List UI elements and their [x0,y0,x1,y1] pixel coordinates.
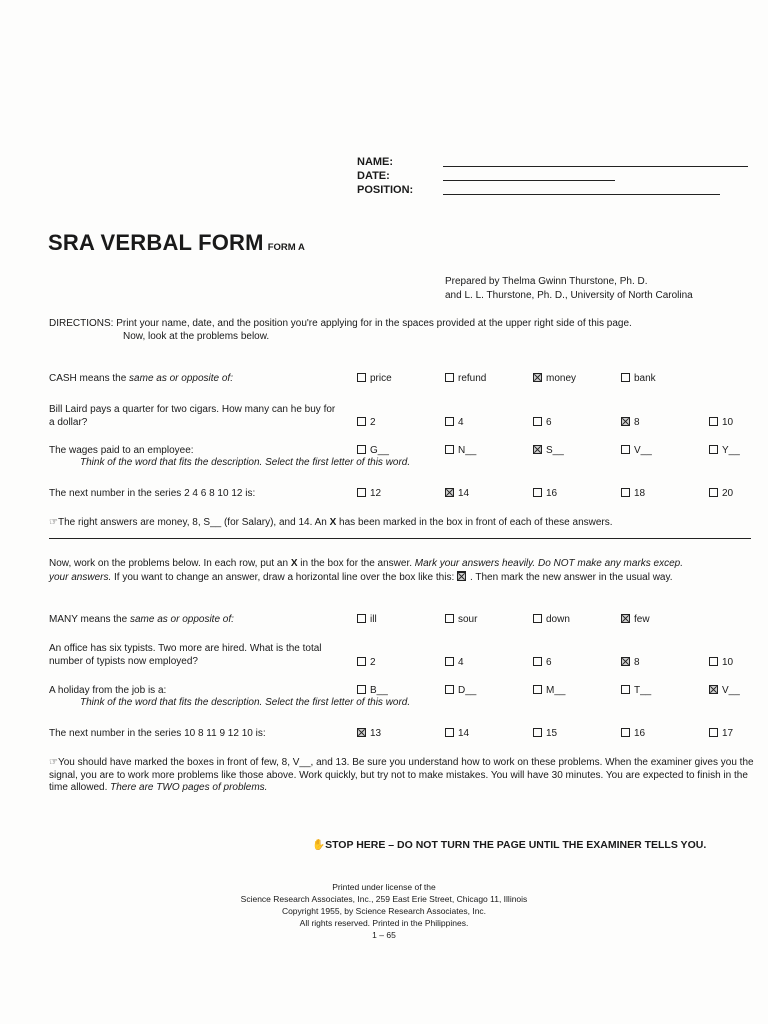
checkbox-icon[interactable] [709,488,718,497]
answer-option[interactable] [445,613,477,626]
checkbox-icon[interactable] [445,445,454,454]
name-label: NAME: [357,156,394,168]
answer-option-label: down [546,614,570,625]
checkbox-icon[interactable] [445,685,454,694]
checkbox-icon[interactable] [709,417,718,426]
answer-option-label: 10 [722,417,734,428]
answer-option[interactable] [621,727,645,740]
checked-checkbox-icon[interactable] [445,488,454,497]
question-text: An office has six typists. Two more are hired. What is the total number of typists now employed? [49,643,322,667]
answer-option-label: 14 [458,728,470,739]
checked-checkbox-icon[interactable] [709,685,718,694]
answer-option[interactable] [445,727,469,740]
answer-option[interactable] [621,372,656,385]
answer-option-label: 2 [370,417,376,428]
checkbox-icon[interactable] [621,373,630,382]
answer-option[interactable] [445,416,464,429]
answer-option[interactable] [709,727,733,740]
checkbox-icon[interactable] [357,373,366,382]
answer-note-text: The right answers are money, 8, S__ (for Salary), and 14. An [57,517,330,528]
answer-option[interactable] [533,487,557,500]
checkbox-icon[interactable] [709,728,718,737]
answer-option[interactable] [621,656,640,669]
answer-option-label: few [634,614,650,625]
answer-option-label: Y__ [722,445,740,456]
answer-option[interactable] [533,727,557,740]
footer-page-number: 1 – 65 [372,930,396,940]
answer-option[interactable] [445,684,476,697]
checkbox-icon[interactable] [445,657,454,666]
section-divider [49,538,751,539]
question-text: The next number in the series 2 4 6 8 10 12 is: [49,488,256,499]
stop-instruction [312,838,706,851]
footer-license: Printed under license of the [332,882,436,892]
checked-checkbox-icon[interactable] [621,657,630,666]
checkbox-icon[interactable] [709,445,718,454]
answer-option[interactable] [445,487,469,500]
checkbox-icon[interactable] [445,614,454,623]
work-instructions-line2: your answers. If you want to change an answer, draw a horizontal line over the box like this: . Then mark the new answer in the usual way. [49,571,673,583]
answer-option[interactable] [709,656,733,669]
answer-option[interactable] [357,487,381,500]
checkbox-icon[interactable] [709,657,718,666]
answer-option-label: refund [458,373,487,384]
answer-option-label: ill [370,614,377,625]
answer-option[interactable] [357,727,381,740]
checkbox-icon[interactable] [533,728,542,737]
answer-option-label: 15 [546,728,558,739]
answer-option[interactable] [709,444,740,457]
checkbox-icon[interactable] [357,685,366,694]
answer-option[interactable] [357,372,392,385]
answer-option[interactable] [357,656,376,669]
answer-option-label: 13 [370,728,382,739]
answer-option-label: V__ [634,445,652,456]
directions-line1: DIRECTIONS: Print your name, date, and the position you're applying for in the spaces provided at the upper right side of this page. [49,318,632,329]
closing-note-text: You should have marked the boxes in front of few, 8, V__, and 13. Be sure you understand how to work on these problems. When the examiner gives you the signal, you are to work more problems like those above. Work quickly, but try not to make mistakes. You will have 30 minutes. You are expected to finish in the time allowed. [49,757,754,793]
stop-hand-icon: ✋ [312,839,326,851]
footer-copyright: Copyright 1955, by Science Research Associates, Inc. [281,906,487,916]
question-text: CASH means the same as or opposite of: [49,373,233,384]
prepared-by-line1: Prepared by Thelma Gwinn Thurstone, Ph. D. [445,276,648,287]
answer-option[interactable] [621,416,640,429]
closing-note-italic: There are TWO pages of problems. [110,782,268,793]
answer-option-label: price [370,373,392,384]
question-text: A holiday from the job is a: [49,685,167,696]
stop-text: STOP HERE – DO NOT TURN THE PAGE UNTIL THE EXAMINER TELLS YOU. [325,839,707,851]
answer-option[interactable] [357,444,389,457]
footer-rights: All rights reserved. Printed in the Philippines. [299,918,469,928]
checked-checkbox-icon[interactable] [533,373,542,382]
title-form-label: FORM A [267,242,305,253]
answer-option[interactable] [357,416,376,429]
answer-option-label: 4 [458,657,464,668]
date-label: DATE: [357,170,390,182]
checkbox-icon[interactable] [621,728,630,737]
answer-option[interactable] [533,613,570,626]
answer-option-label: 20 [722,488,734,499]
question-hint: Think of the word that fits the description. Select the first letter of this word. [80,457,411,468]
answer-option-label: 10 [722,657,734,668]
answer-option[interactable] [357,613,377,626]
answer-option[interactable] [533,444,564,457]
work-instructions-line1: Now, work on the problems below. In each row, put an X in the box for the answer. Mark your answers heavily. Do NOT make any marks excep. [49,558,684,569]
answer-option-label: D__ [458,685,477,696]
answer-option-label: 6 [546,417,552,428]
answer-option-label: 8 [634,417,640,428]
answer-note-text-end: has been marked in the box in front of each of these answers. [336,517,613,528]
question-text: Bill Laird pays a quarter for two cigars. How many can he buy for a dollar? [49,404,336,428]
answer-option-label: 2 [370,657,376,668]
position-label: POSITION: [357,184,414,196]
work-instructions [49,558,754,584]
answer-option[interactable] [621,613,650,626]
checkbox-icon[interactable] [357,488,366,497]
position-field[interactable] [443,194,720,195]
answer-note-x: X [329,517,337,528]
checkbox-icon[interactable] [533,657,542,666]
checkbox-icon[interactable] [533,685,542,694]
page-title [48,230,305,256]
answer-option[interactable] [357,684,388,697]
answer-option[interactable] [709,416,733,429]
checked-checkbox-icon[interactable] [357,728,366,737]
answer-option-label: S__ [546,445,564,456]
answer-option-label: 18 [634,488,646,499]
answer-option[interactable] [533,656,552,669]
answer-option[interactable] [621,444,652,457]
checkbox-icon[interactable] [621,488,630,497]
answer-option-label: 16 [634,728,646,739]
answer-option-label: bank [634,373,656,384]
prepared-by-line2: and L. L. Thurstone, Ph. D., University of North Carolina [445,290,693,301]
closing-note [49,757,754,795]
answer-option[interactable] [709,684,740,697]
checkbox-icon[interactable] [445,417,454,426]
answer-option-label: 16 [546,488,558,499]
answer-option-label: 14 [458,488,470,499]
answer-option-label: G__ [370,445,389,456]
checked-checkbox-icon[interactable] [621,417,630,426]
answer-option-label: 17 [722,728,734,739]
answer-option-label: M__ [546,685,566,696]
answer-option-label: sour [458,614,478,625]
checkbox-icon[interactable] [445,728,454,737]
checkbox-icon[interactable] [357,417,366,426]
answer-option-label: V__ [722,685,740,696]
checkbox-icon[interactable] [533,614,542,623]
pointing-hand-icon: ☞ [49,517,58,528]
answer-option[interactable] [533,684,565,697]
answer-option[interactable] [445,656,464,669]
footer-address: Science Research Associates, Inc., 259 East Erie Street, Chicago 11, Illinois [240,894,528,904]
checkbox-icon[interactable] [357,657,366,666]
name-field[interactable] [443,166,748,167]
checkbox-icon[interactable] [621,685,630,694]
question-text: The wages paid to an employee: [49,445,194,456]
answer-option[interactable] [445,444,476,457]
answer-option[interactable] [533,372,576,385]
answer-option-label: B__ [370,685,388,696]
title-main: SRA VERBAL FORM [48,230,264,255]
answer-option-label: T__ [634,685,652,696]
checkbox-icon[interactable] [533,417,542,426]
checked-checkbox-icon[interactable] [533,445,542,454]
date-field[interactable] [443,180,615,181]
answer-option[interactable] [621,684,651,697]
answer-option-label: 12 [370,488,382,499]
directions-line2: Now, look at the problems below. [123,331,270,342]
question-text: MANY means the same as or opposite of: [49,614,234,625]
answer-option[interactable] [445,372,486,385]
checkbox-icon[interactable] [357,445,366,454]
answer-note [49,516,613,529]
answer-option-label: 4 [458,417,464,428]
question-text: The next number in the series 10 8 11 9 12 10 is: [49,728,266,739]
answer-option-label: N__ [458,445,477,456]
checkbox-icon[interactable] [357,614,366,623]
crossed-out-box-icon [457,571,466,581]
answer-option-label: 8 [634,657,640,668]
question-hint: Think of the word that fits the description. Select the first letter of this word. [80,697,411,708]
answer-option-label: 6 [546,657,552,668]
checked-checkbox-icon[interactable] [621,614,630,623]
checkbox-icon[interactable] [445,373,454,382]
answer-option[interactable] [533,416,552,429]
answer-option-label: money [546,373,577,384]
answer-option[interactable] [709,487,733,500]
checkbox-icon[interactable] [621,445,630,454]
checkbox-icon[interactable] [533,488,542,497]
answer-option[interactable] [621,487,645,500]
pointing-hand-icon: ☞ [49,757,58,768]
